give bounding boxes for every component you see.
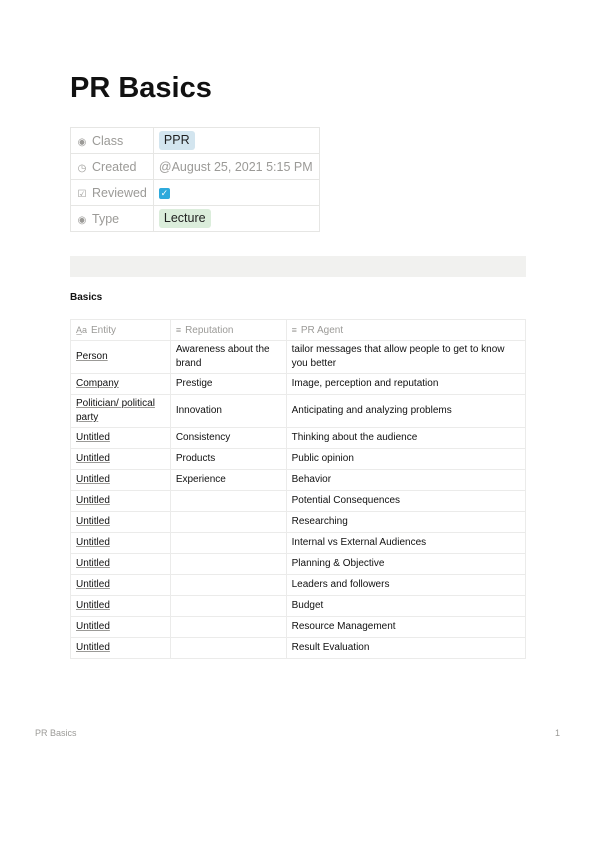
table-header-row bbox=[71, 320, 526, 341]
property-key-created bbox=[71, 154, 154, 180]
entity-link[interactable]: Untitled bbox=[76, 432, 110, 443]
agent-cell: Result Evaluation bbox=[286, 638, 525, 659]
table-row bbox=[71, 395, 526, 428]
agent-cell: tailor messages that allow people to get to know you better bbox=[286, 341, 525, 374]
checkbox-icon: ☑ bbox=[77, 188, 87, 200]
property-row-reviewed bbox=[71, 180, 320, 206]
entity-link[interactable]: Politician/ political party bbox=[76, 398, 155, 423]
reputation-cell bbox=[170, 617, 286, 638]
select-icon: ◉ bbox=[77, 136, 87, 148]
entity-cell bbox=[71, 449, 171, 470]
entity-cell bbox=[71, 491, 171, 512]
reputation-cell bbox=[170, 596, 286, 617]
column-header-reputation[interactable] bbox=[170, 320, 286, 341]
entity-link[interactable]: Untitled bbox=[76, 537, 110, 548]
property-value-type[interactable] bbox=[153, 206, 319, 232]
property-row-type bbox=[71, 206, 320, 232]
property-key-reviewed bbox=[71, 180, 154, 206]
entity-link[interactable]: Person bbox=[76, 351, 108, 362]
table-row bbox=[71, 638, 526, 659]
reputation-cell bbox=[170, 554, 286, 575]
column-header-label: Reputation bbox=[185, 324, 234, 336]
property-label: Created bbox=[92, 159, 137, 174]
entity-link[interactable]: Company bbox=[76, 378, 119, 389]
table-row bbox=[71, 617, 526, 638]
entity-cell bbox=[71, 575, 171, 596]
entity-cell bbox=[71, 341, 171, 374]
entity-link[interactable]: Untitled bbox=[76, 558, 110, 569]
agent-cell: Potential Consequences bbox=[286, 491, 525, 512]
agent-cell: Researching bbox=[286, 512, 525, 533]
entity-cell bbox=[71, 638, 171, 659]
agent-cell: Leaders and followers bbox=[286, 575, 525, 596]
table-row bbox=[71, 596, 526, 617]
section-heading: Basics bbox=[70, 292, 103, 303]
title-icon: A̲a bbox=[76, 324, 88, 335]
entity-link[interactable]: Untitled bbox=[76, 600, 110, 611]
footer-page-number: 1 bbox=[554, 728, 560, 738]
reputation-cell bbox=[170, 575, 286, 596]
entity-link[interactable]: Untitled bbox=[76, 579, 110, 590]
type-tag[interactable]: Lecture bbox=[159, 209, 211, 228]
entity-cell bbox=[71, 428, 171, 449]
class-tag[interactable]: PPR bbox=[159, 131, 195, 150]
entity-cell bbox=[71, 374, 171, 395]
reputation-cell: Consistency bbox=[170, 428, 286, 449]
property-label: Class bbox=[92, 133, 124, 148]
property-value-class[interactable] bbox=[153, 128, 319, 154]
property-label: Reviewed bbox=[92, 185, 147, 200]
table-row bbox=[71, 512, 526, 533]
agent-cell: Planning & Objective bbox=[286, 554, 525, 575]
entity-link[interactable]: Untitled bbox=[76, 516, 110, 527]
table-row bbox=[71, 428, 526, 449]
property-key-class bbox=[71, 128, 154, 154]
reputation-cell: Innovation bbox=[170, 395, 286, 428]
entity-cell bbox=[71, 596, 171, 617]
agent-cell: Internal vs External Audiences bbox=[286, 533, 525, 554]
empty-callout bbox=[70, 256, 526, 277]
entity-link[interactable]: Untitled bbox=[76, 453, 110, 464]
entity-cell bbox=[71, 512, 171, 533]
table-row bbox=[71, 554, 526, 575]
agent-cell: Budget bbox=[286, 596, 525, 617]
table-row bbox=[71, 533, 526, 554]
column-header-pr-agent[interactable] bbox=[286, 320, 525, 341]
reputation-cell: Experience bbox=[170, 470, 286, 491]
property-value-reviewed bbox=[153, 180, 319, 206]
reviewed-checkbox[interactable]: ✓ bbox=[160, 187, 169, 198]
reputation-cell bbox=[170, 491, 286, 512]
table-row bbox=[71, 470, 526, 491]
reputation-cell bbox=[170, 533, 286, 554]
entity-cell bbox=[71, 470, 171, 491]
reputation-cell bbox=[170, 512, 286, 533]
property-value-created: @August 25, 2021 5:15 PM bbox=[153, 154, 319, 180]
table-row bbox=[71, 341, 526, 374]
entity-link[interactable]: Untitled bbox=[76, 621, 110, 632]
table-row bbox=[71, 491, 526, 512]
entity-cell bbox=[71, 554, 171, 575]
entity-link[interactable]: Untitled bbox=[76, 474, 110, 485]
properties-table bbox=[70, 127, 320, 232]
select-icon: ◉ bbox=[77, 214, 87, 226]
entity-link[interactable]: Untitled bbox=[76, 642, 110, 653]
clock-icon: ◷ bbox=[77, 162, 87, 174]
agent-cell: Public opinion bbox=[286, 449, 525, 470]
entity-cell bbox=[71, 395, 171, 428]
footer-title: PR Basics bbox=[35, 728, 77, 738]
entity-cell bbox=[71, 617, 171, 638]
column-header-label: Entity bbox=[91, 324, 117, 336]
agent-cell: Resource Management bbox=[286, 617, 525, 638]
column-header-label: PR Agent bbox=[300, 324, 344, 336]
property-row-class bbox=[71, 128, 320, 154]
entity-link[interactable]: Untitled bbox=[76, 495, 110, 506]
table-row bbox=[71, 575, 526, 596]
property-row-created bbox=[71, 154, 320, 180]
reputation-cell bbox=[170, 638, 286, 659]
database-table bbox=[70, 319, 526, 659]
property-label: Type bbox=[92, 211, 120, 226]
reputation-cell: Awareness about the brand bbox=[170, 341, 286, 374]
agent-cell: Thinking about the audience bbox=[286, 428, 525, 449]
text-icon: ≡ bbox=[291, 324, 297, 335]
page-title: PR Basics bbox=[70, 72, 212, 104]
table-row bbox=[71, 374, 526, 395]
reputation-cell: Products bbox=[170, 449, 286, 470]
agent-cell: Anticipating and analyzing problems bbox=[286, 395, 525, 428]
agent-cell: Behavior bbox=[286, 470, 525, 491]
table-row bbox=[71, 449, 526, 470]
entity-cell bbox=[71, 533, 171, 554]
property-key-type bbox=[71, 206, 154, 232]
agent-cell: Image, perception and reputation bbox=[286, 374, 525, 395]
reputation-cell: Prestige bbox=[170, 374, 286, 395]
column-header-entity[interactable] bbox=[71, 320, 171, 341]
text-icon: ≡ bbox=[175, 324, 182, 335]
